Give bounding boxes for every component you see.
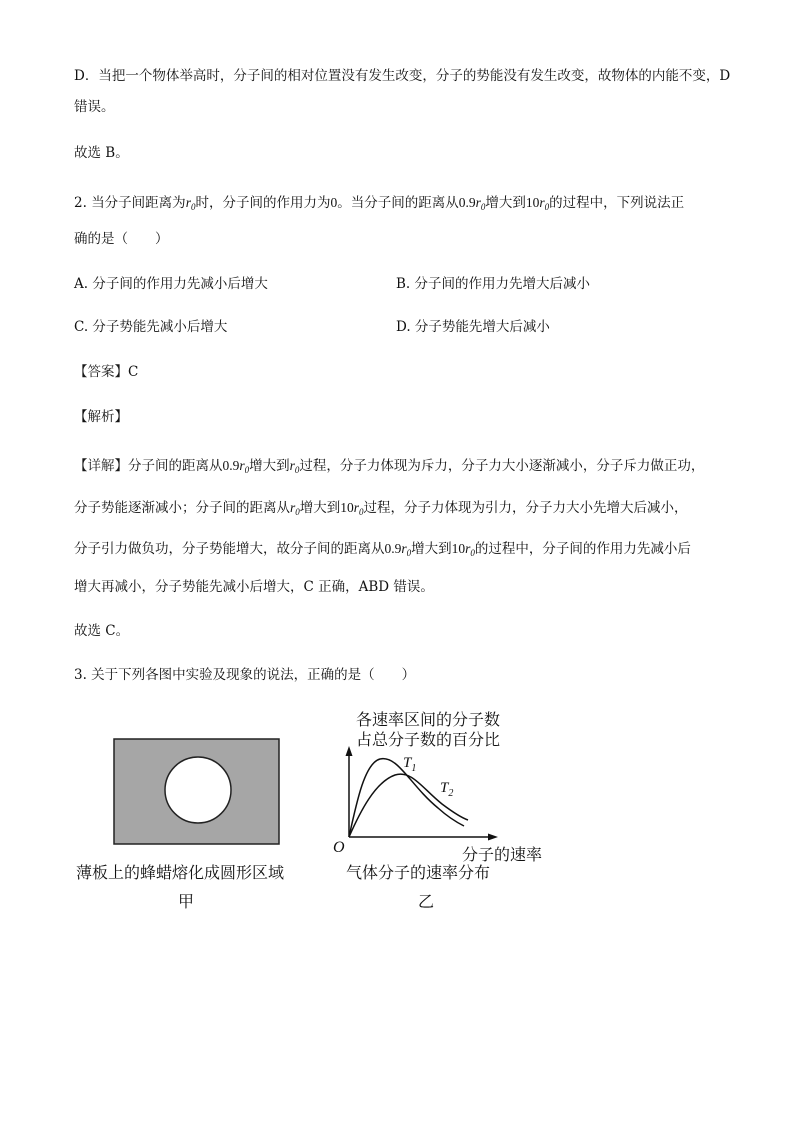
- q2-stem-line-1: 2. 当分子间距离为$r_0$时，分子间的作用力为0。当分子间的距离从$0.9r_0$增大到$10r_0$的过程中，下列说法正: [74, 195, 685, 212]
- t2-label: $T_2$: [440, 780, 454, 799]
- q2-stem-line-2: 确的是（ ）: [74, 231, 169, 247]
- speed-distribution-figure: [330, 700, 560, 870]
- prev-conclusion: 故选 B。: [74, 145, 129, 161]
- option-d-line-2: 错误。: [74, 99, 115, 115]
- melted-wax-circle: [165, 757, 231, 823]
- q2-detail-line-3: 分子引力做负功，分子势能增大，故分子间的距离从$0.9r_0$增大到$10r_0$的过程中，分子间的作用力先减小后: [74, 541, 691, 558]
- y-axis-arrow: [346, 746, 353, 756]
- fig2-label: 乙: [418, 892, 435, 911]
- q2-conclusion: 故选 C。: [74, 623, 130, 639]
- y-axis-label-1: 各速率区间的分子数: [356, 710, 501, 729]
- q2-option-c: C. 分子势能先减小后增大: [74, 319, 228, 335]
- q2-detail-line-2: 分子势能逐渐减小；分子间的距离从$r_0$增大到$10r_0$过程，分子力体现为引力，分子力大小先增大后减小，: [74, 500, 688, 517]
- q2-option-a: A. 分子间的作用力先减小后增大: [74, 276, 268, 292]
- q2-analysis-tag: 【解析】: [74, 409, 128, 425]
- y-axis-label-2: 占总分子数的百分比: [356, 730, 501, 749]
- origin-label: O: [333, 839, 345, 856]
- q2-detail-line-4: 增大再减小，分子势能先减小后增大，C 正确，ABD 错误。: [74, 579, 434, 595]
- q2-option-b: B. 分子间的作用力先增大后减小: [396, 276, 591, 292]
- q2-detail-line-1: 【详解】分子间的距离从$0.9r_0$增大到$r_0$过程，分子力体现为斥力，分子力大小逐渐减小，分子斥力做正功，: [74, 458, 705, 475]
- x-axis-arrow: [488, 834, 498, 841]
- curve-t2: [349, 774, 468, 837]
- fig2-caption: 气体分子的速率分布: [346, 863, 491, 882]
- fig1-label: 甲: [178, 892, 195, 911]
- q2-answer: 【答案】C: [74, 364, 139, 380]
- fig1-caption: 薄板上的蜂蜡熔化成圆形区域: [76, 863, 285, 882]
- x-axis-label: 分子的速率: [462, 845, 543, 864]
- q3-stem: 3. 关于下列各图中实验及现象的说法，正确的是（ ）: [74, 667, 416, 683]
- q2-option-d: D. 分子势能先增大后减小: [396, 319, 550, 335]
- option-d-line-1: D．当把一个物体举高时，分子间的相对位置没有发生改变，分子的势能没有发生改变，故物体的内能不变，D: [74, 68, 731, 84]
- wax-plate-figure: [113, 738, 281, 846]
- t1-label: $T_1$: [403, 755, 417, 774]
